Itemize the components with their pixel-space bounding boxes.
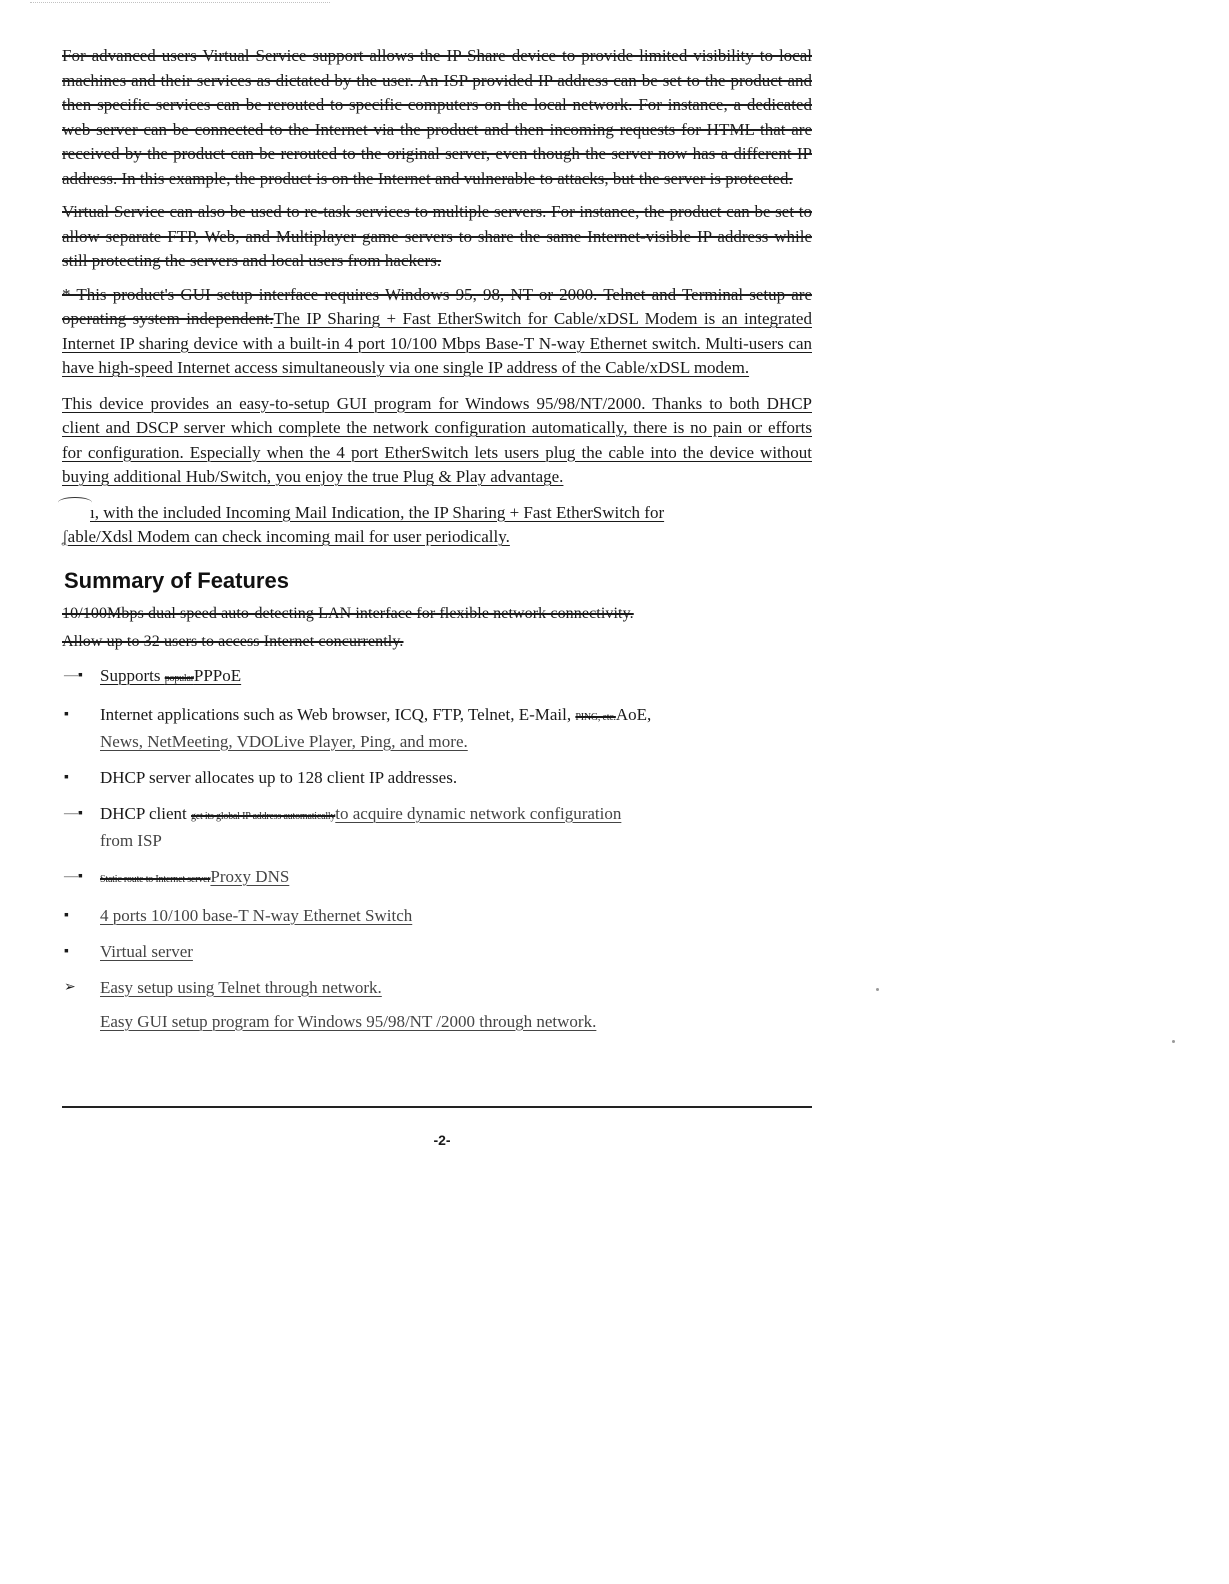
bullet-icon: —▪ [64,868,83,884]
paragraph-virtual-service-struck: For advanced users Virtual Service support allows the IP Share device to provide limited visibility to local machines and their services as dictated by the user. An ISP provided IP address can be set to the product and then specific services can be rerouted to specific computers on the local network. For instance, a dedicated web server can be connected to the Internet via the product and then incoming requests for HTML that are received by the product can be rerouted to the original server, even though the server now has a different IP address. In this example, the product is on the Internet and vulnerable to attacks, but the server is protected. [62,46,812,188]
scan-dot [1172,1040,1175,1043]
summary-heading: Summary of Features [64,567,289,593]
feature-item-easy-setup: ➢ Easy setup using Telnet through network. Easy GUI setup program for Windows 95/98/NT /2000 through network. [62,976,812,1034]
handwritten-curl-mark [58,497,92,508]
easy-gui-setup-line: Easy GUI setup program for Windows 95/98/NT /2000 through network. [100,1011,597,1031]
mail-indication-tail: able/Xdsl Modem can check incoming mail for user periodically. [67,527,510,546]
page-number: -2- [433,1132,451,1148]
feature-item-internet-apps: ▪ Internet applications such as Web browser, ICQ, FTP, Telnet, E-Mail, PING, etc.AoE, News, NetMeeting, VDOLive Player, Ping, and more. [64,704,652,751]
scan-dot [876,988,879,991]
scan-artifact [30,2,330,9]
bullet-icon: ▪ [64,907,69,923]
bullet-icon: —▪ [64,667,83,683]
feature-item-pppoe: —▪ Supports popularPPPoE [62,664,812,691]
feature-item-dhcp-server: ▪ DHCP server allocates up to 128 client IP addresses. [62,766,812,790]
bullet-icon: —▪ [64,805,83,821]
paragraph-mail-indication [62,501,812,550]
paragraph-gui-program: This device provides an easy-to-setup GUI program for Windows 95/98/NT/2000. Thanks to both DHCP client and DSCP server which complete the network configuration automatically, there is no pain or efforts for configuration. Especially when the 4 port EtherSwitch lets users plug the cable into the device without buying additional Hub/Switch, you enjoy the true Plug & Play advantage. [62,393,812,486]
handwritten-c-mark: ʆ [62,527,68,546]
mail-indication-lead: ı, with the included Incoming Mail Indication, the IP Sharing + Fast EtherSwitch for [90,502,665,522]
arrow-bullet-icon: ➢ [64,979,76,995]
paragraph-product-intro [62,283,812,381]
bullet-icon: ▪ [64,943,69,959]
feature-list [62,664,812,1034]
footer-rule [62,1106,812,1108]
feature-struck-lan: 10/100Mbps dual speed auto-detecting LAN interface for flexible network connectivity. [62,604,634,622]
feature-item-dhcp-client: —▪ DHCP client get its global IP address automaticallyto acquire dynamic network configuration from ISP [64,803,622,850]
feature-struck-users: Allow up to 32 users to access Internet concurrently. [62,632,404,650]
bullet-icon: ▪ [64,706,69,722]
page-body [62,44,812,1046]
bullet-icon: ▪ [64,769,69,785]
product-intro-text: The IP Sharing + Fast EtherSwitch for Cable/xDSL Modem is an integrated Internet IP sharing device with a built-in 4 port 10/100 Mbps Base-T N-way Ethernet switch. Multi-users can have high-speed Internet access simultaneously via one single IP address of the Cable/xDSL modem. [62,309,812,377]
paragraph-retask-struck: Virtual Service can also be used to re-task services to multiple servers. For instance, the product can be set to allow separate FTP, Web, and Multiplayer game servers to share the same Internet-visible IP address while still protecting the servers and local users from hackers. [62,202,812,270]
gui-requirement-struck: * This product's GUI setup interface requires Windows 95, 98, NT or 2000. Telnet and Terminal setup are operating system independent. [62,284,812,328]
feature-item-virtual-server: ▪ Virtual server [62,940,812,964]
feature-item-ethernet-switch: ▪ 4 ports 10/100 base-T N-way Ethernet Switch [62,904,812,928]
feature-item-proxy-dns: —▪ Static route to Internet serverProxy DNS [62,865,812,892]
